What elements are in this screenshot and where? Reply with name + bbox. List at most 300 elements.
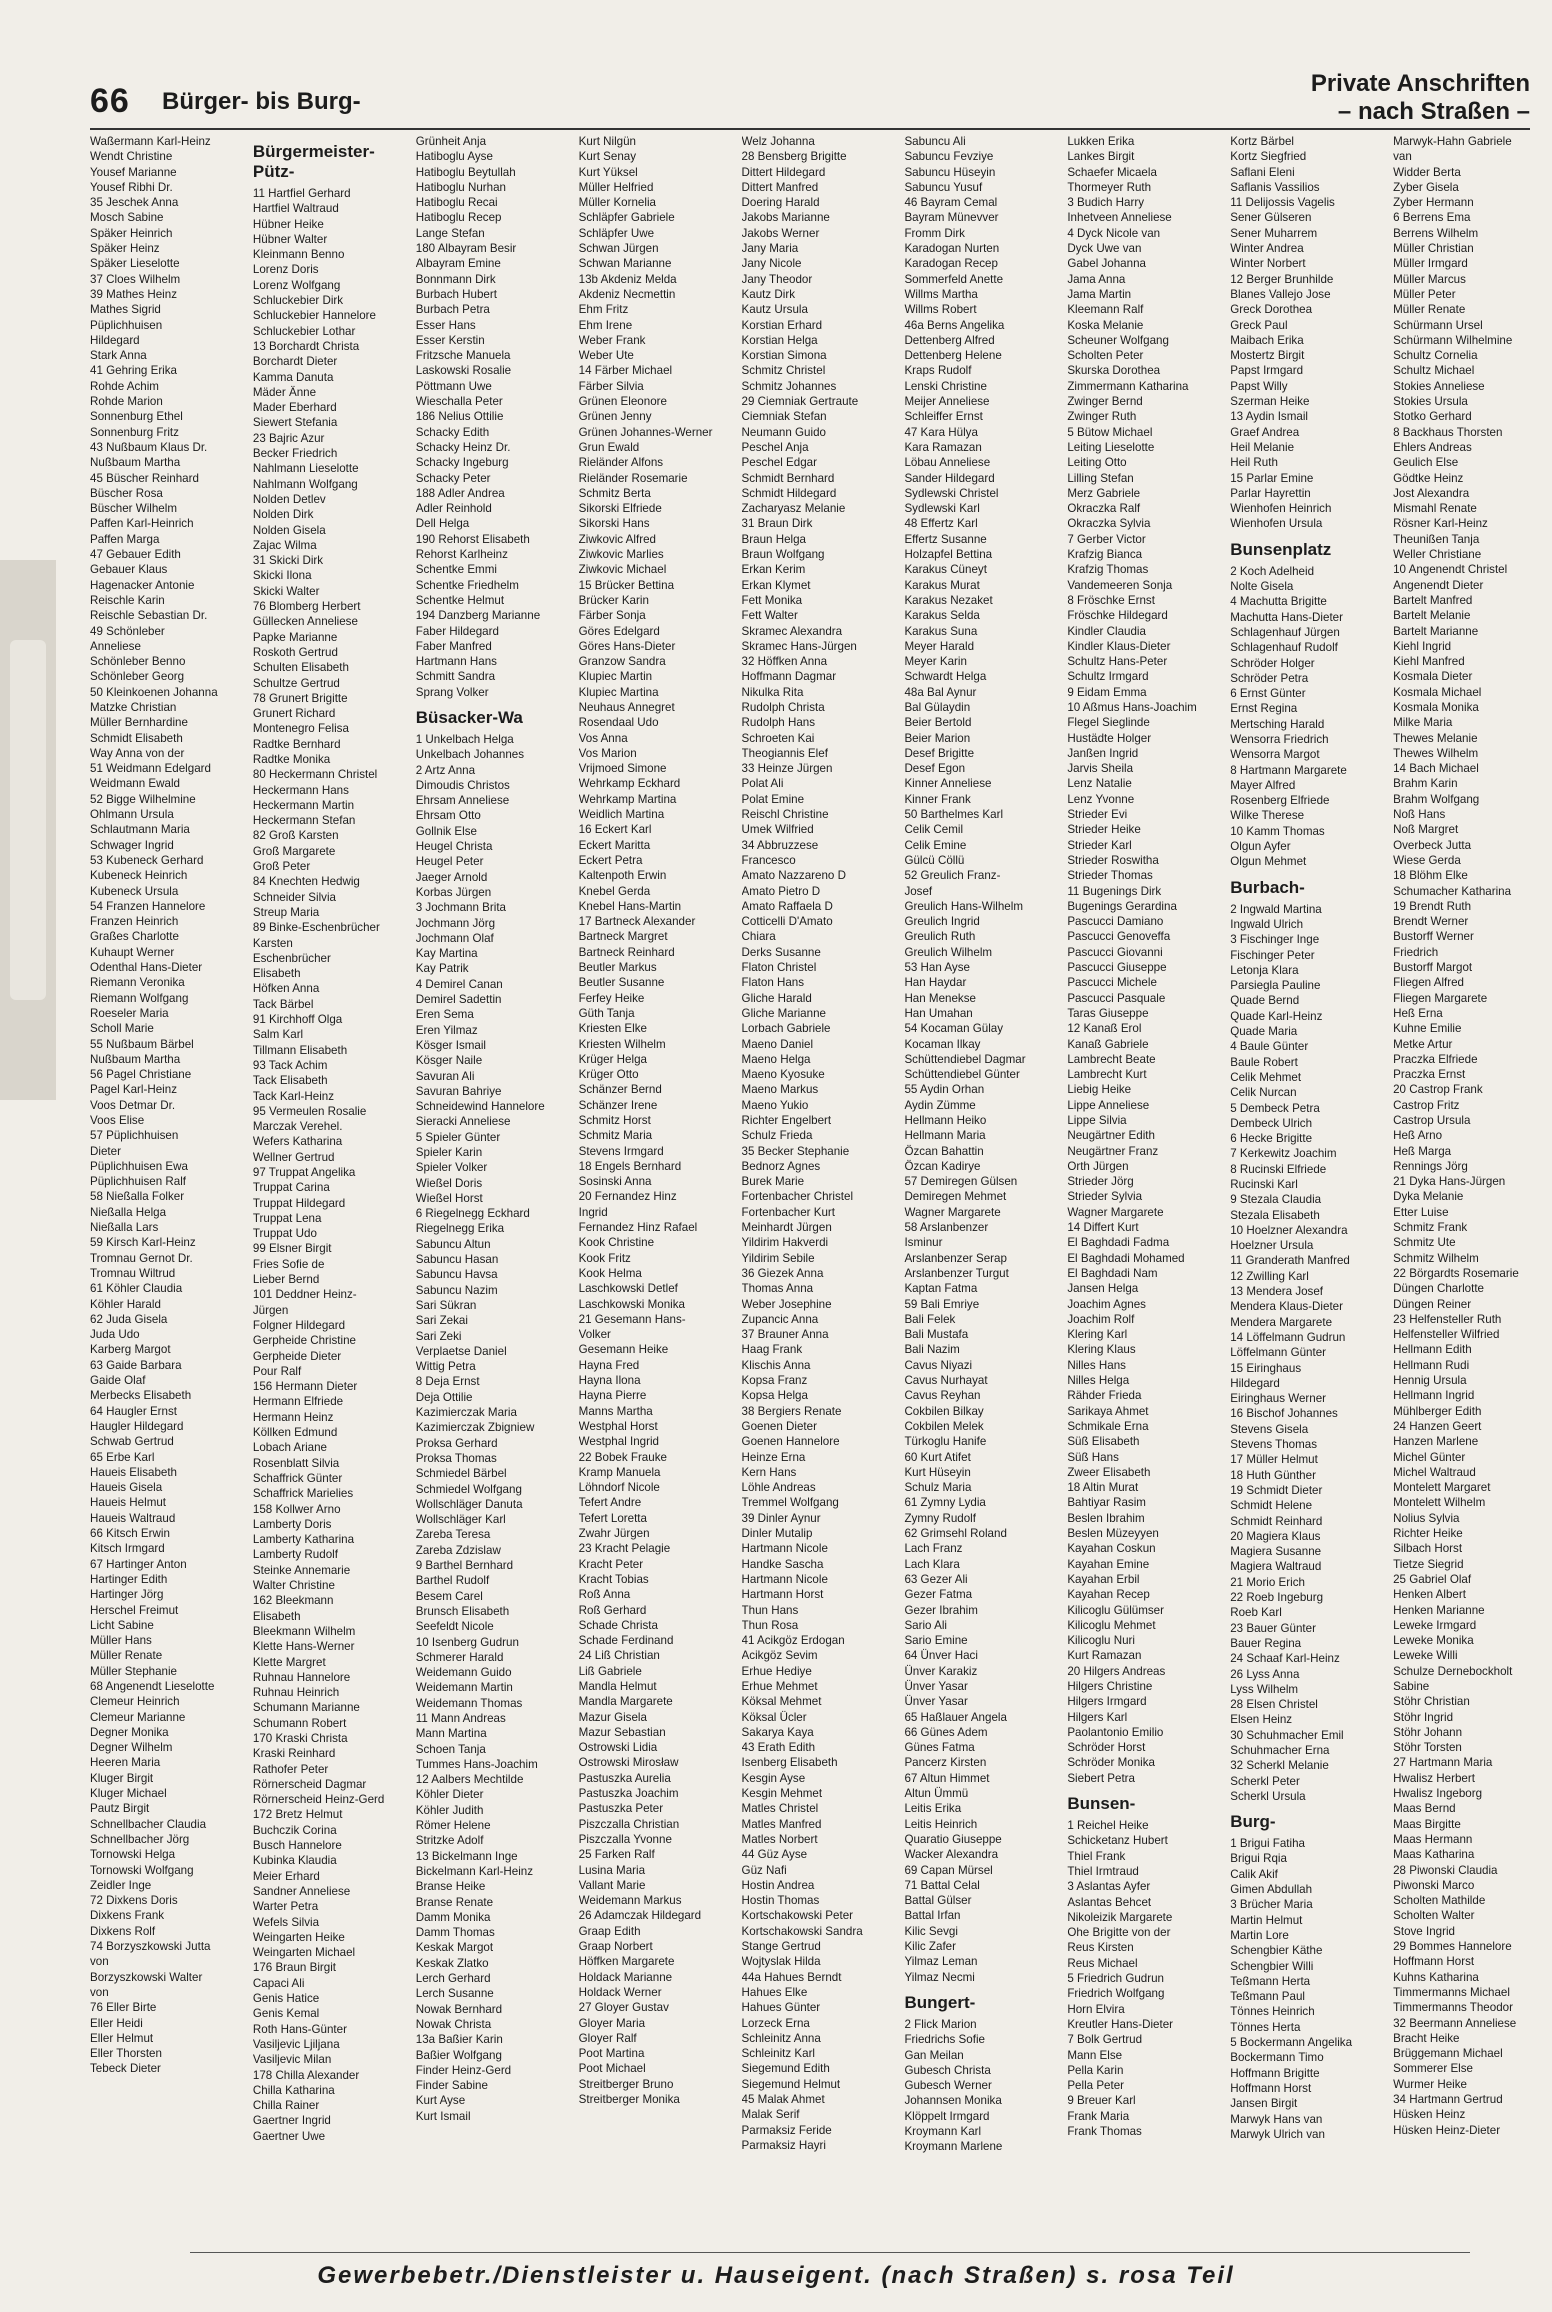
resident-entry: 13b Akdeniz Melda	[578, 272, 677, 286]
resident-entry: Roß Anna	[578, 1588, 631, 1602]
resident-entry: Bali Mustafa	[904, 1328, 969, 1342]
resident-entry: 41 Gehring Erika	[90, 364, 177, 378]
resident-entry: Ohlmann Ursula	[90, 808, 174, 822]
resident-entry: 71 Battal Celal	[904, 1878, 980, 1892]
resident-entry: Malak Serif	[741, 2108, 800, 2122]
resident-entry: Rörnerscheid Dagmar	[252, 1777, 367, 1791]
resident-entry: Weber Josephine	[741, 1297, 832, 1311]
resident-entry: 16 Eckert Karl	[578, 823, 652, 837]
resident-entry: Greulich Hans-Wilhelm	[904, 899, 1023, 913]
resident-entry: Müller Stephanie	[90, 1664, 178, 1678]
resident-entry: Schulz Maria	[904, 1481, 972, 1495]
resident-entry: 91 Kirchhoff Olga	[252, 1013, 343, 1027]
resident-entry: Weidemann Markus	[578, 1894, 682, 1908]
resident-entry: Graßes Charlotte	[90, 930, 179, 944]
resident-entry: Püplichhuisen Ewa	[90, 1159, 188, 1173]
resident-entry: Heckermann Hans	[252, 783, 349, 797]
resident-entry: Gödtke Heinz	[1393, 471, 1464, 485]
resident-entry: Han Haydar	[904, 976, 967, 990]
resident-entry: Scholl Marie	[90, 1022, 154, 1036]
resident-entry: Schicketanz Hubert	[1067, 1834, 1168, 1848]
resident-entry: 8 Rucinski Elfriede	[1230, 1162, 1327, 1176]
resident-entry: Pascucci Genoveffa	[1067, 930, 1171, 944]
resident-entry: Baule Robert	[1230, 1055, 1298, 1069]
resident-entry: Strieder Evi	[1067, 808, 1128, 822]
resident-entry: Gloyer Maria	[578, 2016, 646, 2030]
resident-entry: Dell Helga	[415, 517, 470, 531]
resident-entry: Magiera Waltraud	[1230, 1560, 1322, 1574]
resident-entry: 31 Braun Dirk	[741, 517, 813, 531]
resident-entry: Amato Raffaela D	[741, 899, 833, 913]
resident-entry: 6 Ernst Günter	[1230, 687, 1306, 701]
resident-entry: Kanaß Gabriele	[1067, 1037, 1149, 1051]
resident-entry: Heeren Maria	[90, 1756, 161, 1770]
resident-entry: Holdack Werner	[578, 1985, 662, 1999]
resident-entry: Mäder Änne	[252, 385, 317, 399]
resident-entry: 47 Kara Hülya	[904, 425, 978, 439]
resident-entry: 41 Acikgöz Erdogan	[741, 1634, 845, 1648]
resident-entry: Sari Zeki	[415, 1329, 462, 1343]
resident-entry: Winter Andrea	[1230, 242, 1304, 256]
resident-entry: Hostin Andrea	[741, 1878, 815, 1892]
resident-entry: Dixkens Rolf	[90, 1924, 156, 1938]
resident-entry: Schaefer Micaela	[1067, 165, 1157, 179]
resident-entry: Etter Luise	[1393, 1205, 1449, 1219]
resident-entry: Knebel Gerda	[578, 884, 651, 898]
resident-entry: Lorzeck Erna	[741, 2016, 810, 2030]
resident-entry: Kubeneck Ursula	[90, 884, 179, 898]
resident-entry: Marwyk Ulrich van	[1230, 2127, 1325, 2141]
resident-entry: Blanes Vallejo Jose	[1230, 287, 1331, 301]
resident-entry: Rathofer Peter	[252, 1762, 329, 1776]
resident-entry: Güllecken Anneliese	[252, 615, 358, 629]
resident-entry: Hanzen Marlene	[1393, 1435, 1479, 1449]
resident-entry: Martin Lore	[1230, 1928, 1289, 1942]
resident-entry: 99 Elsner Birgit	[252, 1242, 332, 1256]
resident-entry: Rudolph Hans	[741, 716, 816, 730]
resident-entry: Müller Irmgard	[1393, 257, 1468, 271]
resident-entry: 46a Berns Angelika	[904, 318, 1005, 332]
resident-entry: 52 Bigge Wilhelmine	[90, 792, 196, 806]
resident-entry: 35 Jeschek Anna	[90, 196, 179, 210]
resident-entry: Okraczka Ralf	[1067, 502, 1141, 516]
resident-entry: Brahm Karin	[1393, 777, 1458, 791]
resident-entry: Kautz Dirk	[741, 287, 796, 301]
resident-entry: Köllken Edmund	[252, 1426, 338, 1440]
listing-column-2	[253, 134, 400, 2220]
resident-entry: Scheuner Wolfgang	[1067, 333, 1169, 347]
resident-entry: Sabuncu Nazim	[415, 1283, 498, 1297]
resident-entry: Tornowski Helga	[90, 1848, 176, 1862]
resident-entry: Mayer Alfred	[1230, 778, 1296, 792]
resident-entry: Kayahan Coskun	[1067, 1542, 1156, 1556]
resident-entry: Strieder Heike	[1067, 823, 1141, 837]
resident-entry: Heß Erna	[1393, 1006, 1443, 1020]
resident-entry: Castrop Ursula	[1393, 1114, 1471, 1127]
resident-entry: Kilicoglu Gülümser	[1067, 1603, 1164, 1617]
resident-entry: Köksal Mehmet	[741, 1695, 822, 1709]
listing-column-4	[579, 134, 726, 2220]
resident-entry: Branse Heike	[415, 1880, 486, 1894]
resident-entry: Fett Monika	[741, 593, 803, 607]
resident-entry: Jany Maria	[741, 242, 799, 256]
resident-entry: Lerch Susanne	[415, 1987, 494, 2001]
resident-entry: Grünheit Anja	[415, 135, 487, 148]
resident-entry: Strieder Jörg	[1067, 1175, 1134, 1189]
resident-entry: Dinler Mutalip	[741, 1527, 813, 1541]
resident-entry: Sydlewski Christel	[904, 486, 999, 500]
resident-entry: Burbach Hubert	[415, 287, 497, 301]
resident-entry: 30 Schuhmacher Emil	[1230, 1728, 1344, 1742]
resident-entry: Stöhr Ingrid	[1393, 1710, 1454, 1724]
resident-entry: Haag Frank	[741, 1343, 803, 1357]
resident-entry: Kook Christine	[578, 1236, 655, 1250]
resident-entry: Schmitz Horst	[578, 1114, 651, 1127]
resident-entry: Degner Wilhelm	[90, 1741, 173, 1755]
resident-entry: Beutler Susanne	[578, 976, 665, 990]
resident-entry: Stotko Gerhard	[1393, 410, 1472, 424]
resident-entry: 63 Gaide Barbara	[90, 1358, 182, 1372]
resident-entry: 23 Helfensteller Ruth	[1393, 1312, 1502, 1326]
resident-entry: Seefeldt Nicole	[415, 1620, 494, 1634]
resident-entry: Schläpfer Gabriele	[578, 211, 675, 225]
resident-entry: Hildegard	[90, 333, 140, 347]
resident-entry: Deja Ottilie	[415, 1390, 473, 1404]
resident-entry: Mostertz Birgit	[1230, 349, 1305, 363]
resident-entry: Schürmann Wilhelmine	[1393, 333, 1513, 347]
resident-entry: Gubesch Werner	[904, 2079, 992, 2093]
resident-entry: Müller Hans	[90, 1634, 152, 1648]
resident-entry: Leweke Irmgard	[1393, 1618, 1477, 1632]
resident-entry: Göres Hans-Dieter	[578, 639, 676, 653]
resident-entry: Mandla Helmut	[578, 1679, 657, 1693]
resident-entry: Holdack Marianne	[578, 1970, 673, 1984]
street-heading: Burg-	[1230, 1812, 1276, 1832]
resident-entry: Lenski Christine	[904, 379, 987, 393]
resident-entry: Wehrkamp Eckhard	[578, 777, 681, 791]
resident-entry: Salm Karl	[252, 1028, 304, 1042]
resident-entry: Kiehl Ingrid	[1393, 639, 1452, 653]
resident-entry: Proksa Gerhard	[415, 1436, 498, 1450]
resident-entry: Lamberty Doris	[252, 1517, 332, 1531]
resident-entry: Fromm Dirk	[904, 226, 965, 240]
resident-entry: 23 Bauer Günter	[1230, 1621, 1316, 1635]
resident-entry: Way Anna von der	[90, 746, 185, 760]
resident-entry: Liß Gabriele	[578, 1664, 642, 1678]
resident-entry: Hoelzner Ursula	[1230, 1239, 1314, 1253]
resident-entry: Riemann Veronika	[90, 976, 185, 990]
resident-entry: Heß Arno	[1393, 1129, 1443, 1143]
resident-entry: Bartelt Manfred	[1393, 593, 1473, 607]
resident-entry: 66 Kitsch Erwin	[90, 1527, 170, 1541]
resident-entry: 3 Budich Harry	[1067, 196, 1145, 210]
resident-entry: Elisabeth	[252, 1609, 301, 1623]
street-heading: Bunsenplatz	[1230, 539, 1332, 559]
resident-entry: 9 Stezala Claudia	[1230, 1193, 1322, 1207]
resident-entry: Celik Cemil	[904, 823, 964, 837]
resident-entry: Kiehl Manfred	[1393, 655, 1465, 669]
resident-entry: von	[90, 1955, 109, 1969]
resident-entry: Gliche Marianne	[741, 1006, 826, 1020]
resident-entry: 190 Rehorst Elisabeth	[415, 532, 530, 546]
resident-entry: Haueis Waltraud	[90, 1511, 176, 1525]
resident-entry: 48a Bal Aynur	[904, 685, 977, 699]
resident-entry: Papke Marianne	[252, 630, 338, 644]
resident-entry: 39 Dinler Aynur	[741, 1511, 821, 1525]
resident-entry: Reus Michael	[1067, 1956, 1138, 1970]
resident-entry: Scholten Peter	[1067, 349, 1144, 363]
resident-entry: Nolden Dirk	[252, 508, 314, 522]
resident-entry: Scholten Walter	[1393, 1909, 1475, 1923]
resident-entry: Schengbier Willi	[1230, 1959, 1314, 1973]
resident-entry: Höfken Anna	[252, 982, 320, 996]
resident-entry: Gliche Harald	[741, 991, 812, 1005]
resident-entry: Chiara	[741, 930, 776, 944]
resident-entry: Lerch Gerhard	[415, 1972, 491, 1986]
resident-entry: Hildegard	[1230, 1376, 1280, 1390]
resident-entry: Sommerer Else	[1393, 2062, 1473, 2076]
resident-entry: 22 Bobek Frauke	[578, 1450, 667, 1464]
resident-entry: Schmitz Johannes	[741, 379, 837, 393]
resident-entry: Fliegen Alfred	[1393, 976, 1465, 990]
resident-entry: Kurt Ramazan	[1067, 1649, 1142, 1663]
resident-entry: Hellmann Maria	[904, 1129, 986, 1143]
resident-entry: Heß Marga	[1393, 1144, 1452, 1158]
resident-entry: 158 Kollwer Arno	[252, 1502, 341, 1516]
resident-entry: 8 Deja Ernst	[415, 1375, 480, 1389]
resident-entry: Schulze Dernebockholt	[1393, 1664, 1513, 1678]
resident-entry: 186 Nelius Ottilie	[415, 410, 504, 424]
resident-entry: Gerpheide Dieter	[252, 1349, 342, 1363]
resident-entry: Manns Martha	[578, 1404, 653, 1418]
resident-entry: Schaffrick Günter	[252, 1471, 343, 1485]
resident-entry: Kopsa Helga	[741, 1389, 808, 1403]
resident-entry: Radtke Bernhard	[252, 737, 341, 751]
resident-entry: 3 Jochmann Brita	[415, 901, 506, 915]
resident-entry: 55 Nußbaum Bärbel	[90, 1037, 194, 1051]
resident-entry: 66 Günes Adem	[904, 1725, 988, 1739]
resident-entry: Heckermann Stefan	[252, 814, 356, 828]
listing-column-8	[1230, 134, 1377, 2220]
resident-entry: Keskak Zlatko	[415, 1956, 489, 1970]
resident-entry: Sikorski Hans	[578, 517, 650, 531]
resident-entry: Jürgen	[252, 1303, 289, 1317]
resident-entry: Timmermanns Theodor	[1393, 2001, 1513, 2015]
resident-entry: Kurt Nilgün	[578, 135, 637, 148]
resident-entry: Genis Kemal	[252, 2007, 320, 2021]
resident-entry: Bednorz Agnes	[741, 1159, 821, 1173]
resident-entry: Sabuncu Fevziye	[904, 150, 994, 164]
resident-entry: Castrop Fritz	[1393, 1098, 1460, 1112]
resident-entry: Fortenbacher Kurt	[741, 1205, 835, 1219]
resident-entry: Michel Günter	[1393, 1450, 1466, 1464]
resident-entry: Beslen Müzeyyen	[1067, 1527, 1159, 1541]
resident-entry: Kayahan Erbil	[1067, 1572, 1140, 1586]
page-number: 66	[90, 82, 130, 120]
resident-entry: Kuhaupt Werner	[90, 945, 175, 959]
resident-entry: Sonnenburg Fritz	[90, 425, 179, 439]
resident-entry: Mandla Margarete	[578, 1695, 673, 1709]
resident-entry: Kortz Siegfried	[1230, 150, 1307, 164]
resident-entry: Kay Martina	[415, 947, 478, 961]
resident-entry: Warter Petra	[252, 1900, 319, 1914]
resident-entry: 28 Piwonski Claudia	[1393, 1863, 1498, 1877]
resident-entry: Zacharyasz Melanie	[741, 502, 846, 516]
resident-entry: Kortz Bärbel	[1230, 135, 1295, 148]
resident-entry: Ruhnau Heinrich	[252, 1686, 340, 1700]
resident-entry: Yilmaz Leman	[904, 1955, 978, 1969]
resident-entry: Schacky Peter	[415, 471, 491, 485]
resident-entry: Löffelmann Günter	[1230, 1346, 1327, 1360]
resident-entry: Hostin Thomas	[741, 1894, 820, 1908]
resident-entry: 32 Beermann Anneliese	[1393, 2016, 1517, 2030]
resident-entry: Vasiljevic Ljiljana	[252, 2037, 340, 2051]
resident-entry: Kösger Naile	[415, 1054, 483, 1068]
resident-entry: Gezer Fatma	[904, 1588, 973, 1602]
resident-entry: Schuhmacher Erna	[1230, 1743, 1330, 1757]
resident-entry: Gaertner Uwe	[252, 2129, 326, 2143]
resident-entry: Greck Dorothea	[1230, 303, 1313, 317]
resident-entry: Schwardt Helga	[904, 670, 987, 684]
resident-entry: Grun Ewald	[578, 440, 640, 454]
resident-entry: Weingarten Heike	[252, 1930, 345, 1944]
resident-entry: Barthel Rudolf	[415, 1574, 490, 1588]
resident-entry: Reischl Christine	[741, 808, 829, 822]
resident-entry: Isenberg Elisabeth	[741, 1756, 838, 1770]
resident-entry: Karsten	[252, 936, 293, 950]
resident-entry: Fliegen Margarete	[1393, 991, 1488, 1005]
resident-entry: Grunert Richard	[252, 707, 336, 721]
resident-entry: Späker Heinz	[90, 242, 160, 256]
resident-entry: Rudolph Christa	[741, 700, 825, 714]
resident-entry: Sosinski Anna	[578, 1175, 652, 1189]
resident-entry: Strieder Sylvia	[1067, 1190, 1143, 1204]
resident-entry: Greulich Ruth	[904, 930, 976, 944]
resident-entry: Schluckebier Lothar	[252, 324, 356, 338]
resident-entry: Hartmann Nicole	[741, 1542, 828, 1556]
resident-entry: Hayna Pierre	[578, 1389, 647, 1403]
resident-entry: Eschenbrücher	[252, 951, 331, 965]
resident-entry: Maeno Daniel	[741, 1037, 814, 1051]
resident-entry: Nießalla Helga	[90, 1205, 167, 1219]
resident-entry: Lambrecht Kurt	[1067, 1068, 1147, 1082]
resident-entry: Clemeur Heinrich	[90, 1695, 180, 1709]
resident-entry: 67 Hartinger Anton	[90, 1557, 187, 1571]
resident-entry: Schmidt Elisabeth	[90, 731, 183, 745]
resident-entry: Hilgers Karl	[1067, 1710, 1128, 1724]
resident-entry: Parmaksiz Feride	[741, 2123, 832, 2137]
resident-entry: Thun Rosa	[741, 1618, 799, 1632]
resident-entry: Verplaetse Daniel	[415, 1344, 507, 1358]
resident-entry: Löhle Andreas	[741, 1481, 816, 1495]
resident-entry: Stevens Thomas	[1230, 1438, 1318, 1452]
resident-entry: Hoffmann Horst	[1393, 1955, 1475, 1969]
resident-entry: Karberg Margot	[90, 1343, 171, 1357]
resident-entry: 55 Aydin Orhan	[904, 1083, 985, 1097]
resident-entry: 15 Brücker Bettina	[578, 578, 675, 592]
resident-entry: Roskoth Gertrud	[252, 645, 338, 659]
resident-entry: Stevens Gisela	[1230, 1422, 1309, 1436]
resident-entry: Schmerer Harald	[415, 1650, 504, 1664]
resident-entry: Frank Thomas	[1067, 2125, 1142, 2138]
resident-entry: Schröder Petra	[1230, 671, 1309, 685]
resident-entry: Helfensteller Wilfried	[1393, 1328, 1500, 1342]
resident-entry: Schmidt Reinhard	[1230, 1514, 1323, 1528]
resident-entry: Hoffmann Horst	[1230, 2081, 1312, 2095]
resident-entry: Dyck Uwe van	[1067, 242, 1142, 256]
resident-entry: Schröder Monika	[1067, 1756, 1155, 1770]
resident-entry: Bustorff Margot	[1393, 961, 1473, 975]
resident-entry: Hellmann Rudi	[1393, 1358, 1470, 1372]
resident-entry: Thormeyer Ruth	[1067, 180, 1152, 194]
resident-entry: 44 Güz Ayse	[741, 1848, 808, 1862]
resident-entry: Quaratio Giuseppe	[904, 1832, 1002, 1846]
resident-entry: Gaide Olaf	[90, 1374, 146, 1388]
resident-entry: Köhler Judith	[415, 1803, 484, 1817]
resident-entry: Tornowski Wolfgang	[90, 1863, 194, 1877]
resident-entry: Weingarten Michael	[252, 1946, 356, 1960]
resident-entry: Schmiedel Bärbel	[415, 1467, 507, 1481]
resident-entry: Brücker Karin	[578, 593, 649, 607]
resident-entry: Büscher Rosa	[90, 486, 163, 500]
resident-entry: Kayahan Emine	[1067, 1557, 1150, 1571]
resident-entry: Kortschakowski Sandra	[741, 1924, 863, 1938]
footer-note: Gewerbebetr./Dienstleister u. Hauseigent. (nach Straßen) s. rosa Teil	[317, 2262, 1235, 2289]
resident-entry: Bayram Münevver	[904, 211, 999, 225]
resident-entry: 44a Hahues Berndt	[741, 1970, 842, 1984]
resident-entry: Schmidt Bernhard	[741, 471, 835, 485]
resident-entry: 18 Engels Bernhard	[578, 1159, 682, 1173]
resident-entry: Meyer Karin	[904, 655, 967, 669]
resident-entry: 8 Hartmann Margarete	[1230, 763, 1347, 777]
resident-entry: 13 Aydin Ismail	[1230, 410, 1308, 424]
resident-entry: Lippe Anneliese	[1067, 1098, 1150, 1112]
resident-entry: Klette Hans-Werner	[252, 1640, 355, 1654]
resident-entry: Schüttendiebel Günter	[904, 1068, 1020, 1082]
resident-entry: Han Menekse	[904, 991, 976, 1005]
resident-entry: Tremmel Wolfgang	[741, 1496, 839, 1510]
resident-entry: 43 Nußbaum Klaus Dr.	[90, 440, 208, 454]
resident-entry: Nahlmann Wolfgang	[252, 477, 358, 491]
resident-entry: Radtke Monika	[252, 752, 331, 766]
resident-entry: Wensorra Friedrich	[1230, 732, 1329, 746]
resident-entry: Friedrich Wolfgang	[1067, 1987, 1165, 2001]
resident-entry: 21 Dyka Hans-Jürgen	[1393, 1175, 1506, 1189]
resident-entry: Sabuncu Ali	[904, 135, 966, 148]
resident-entry: Hartfiel Waltraud	[252, 202, 339, 216]
resident-entry: Ruhnau Hannelore	[252, 1670, 351, 1684]
resident-entry: 72 Dixkens Doris	[90, 1894, 178, 1908]
resident-entry: Bartneck Reinhard	[578, 945, 675, 959]
resident-entry: 34 Abbruzzese	[741, 838, 819, 852]
resident-entry: 56 Pagel Christiane	[90, 1068, 192, 1082]
resident-entry: Angenendt Dieter	[1393, 578, 1484, 592]
resident-entry: Gebauer Klaus	[90, 563, 168, 577]
resident-entry: Dettenberg Helene	[904, 349, 1002, 363]
resident-entry: Adler Reinhold	[415, 502, 492, 516]
resident-entry: 78 Grunert Brigitte	[252, 691, 348, 705]
resident-entry: Sari Sükran	[415, 1298, 477, 1312]
resident-entry: Schlagenhauf Rudolf	[1230, 641, 1338, 655]
resident-entry: Schmitt Sandra	[415, 670, 496, 684]
resident-entry: Ehrsam Otto	[415, 809, 481, 823]
resident-entry: 13 Borchardt Christa	[252, 339, 360, 353]
resident-entry: 10 Hoelzner Alexandra	[1230, 1223, 1348, 1237]
resident-entry: Sario Emine	[904, 1634, 968, 1648]
resident-entry: Düngen Reiner	[1393, 1297, 1472, 1311]
resident-entry: Derks Susanne	[741, 945, 821, 959]
resident-entry: Hahues Günter	[741, 2001, 821, 2015]
